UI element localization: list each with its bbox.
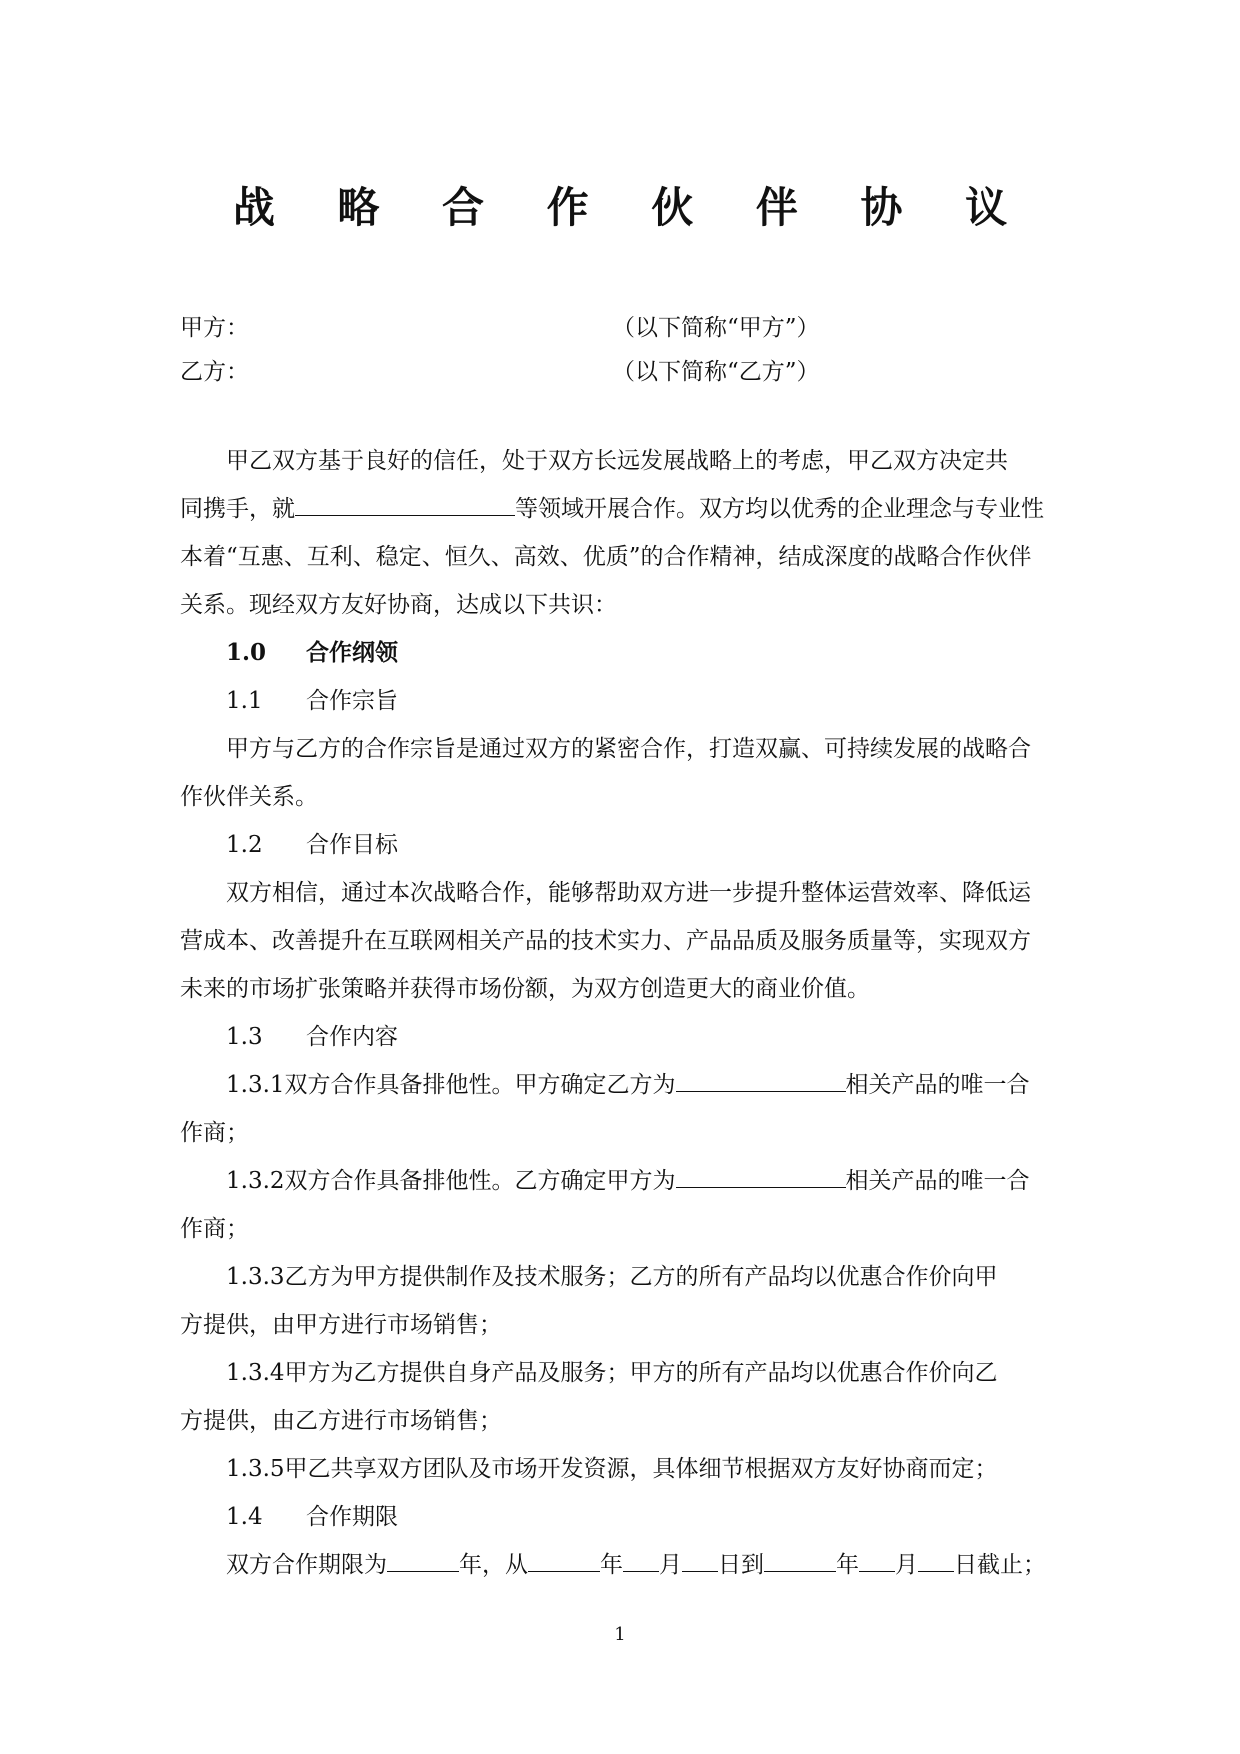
clause-1-3-2-blank[interactable] bbox=[676, 1165, 846, 1188]
section-1-2-heading bbox=[226, 828, 398, 862]
section-1-3-heading bbox=[226, 1020, 398, 1054]
clause-1-3-2-end: 相关产品的唯一合 bbox=[845, 1168, 1030, 1194]
clause-1-3-3: 1.3.3乙方为甲方提供制作及技术服务；乙方的所有产品均以优惠合作价向甲 bbox=[226, 1264, 998, 1290]
section-1-3-number: 1.3 bbox=[226, 1024, 263, 1050]
term-text-2: 年，从 bbox=[459, 1552, 528, 1578]
term-text-1: 双方合作期限为 bbox=[226, 1552, 387, 1578]
term-text-4: 月 bbox=[659, 1552, 682, 1578]
term-years-blank[interactable] bbox=[387, 1549, 459, 1572]
intro-line-2-end: 等领域开展合作。双方均以优秀的企业理念与专业性 bbox=[515, 496, 1044, 522]
page-number: 1 bbox=[614, 1624, 626, 1645]
section-1-0-heading bbox=[226, 636, 398, 670]
term-text-6: 年 bbox=[836, 1552, 859, 1578]
clause-1-3-1 bbox=[226, 1068, 1030, 1102]
section-1-1-title: 合作宗旨 bbox=[306, 688, 398, 714]
party-b-label: 乙方： bbox=[180, 359, 249, 385]
section-1-0-title: 合作纲领 bbox=[306, 639, 398, 666]
section-1-2-line-3: 未来的市场扩张策略并获得市场份额，为双方创造更大的商业价值。 bbox=[180, 976, 870, 1002]
section-1-1-number: 1.1 bbox=[226, 688, 263, 714]
section-1-2-title: 合作目标 bbox=[306, 832, 398, 858]
section-1-1-line-1: 甲方与乙方的合作宗旨是通过双方的紧密合作，打造双赢、可持续发展的战略合 bbox=[226, 736, 1031, 762]
term-line bbox=[226, 1548, 1046, 1582]
party-b-note: （以下简称“乙方”） bbox=[612, 359, 820, 385]
clause-1-3-3-cont: 方提供，由甲方进行市场销售； bbox=[180, 1312, 502, 1338]
clause-1-3-2-cont: 作商； bbox=[180, 1216, 249, 1242]
clause-1-3-4-cont: 方提供，由乙方进行市场销售； bbox=[180, 1408, 502, 1434]
start-year-blank[interactable] bbox=[528, 1549, 600, 1572]
section-1-4-title: 合作期限 bbox=[306, 1504, 398, 1530]
section-1-4-heading bbox=[226, 1500, 398, 1534]
end-year-blank[interactable] bbox=[764, 1549, 836, 1572]
term-text-8: 日截止； bbox=[954, 1552, 1046, 1578]
intro-line-1: 甲乙双方基于良好的信任，处于双方长远发展战略上的考虑，甲乙双方决定共 bbox=[226, 448, 1008, 474]
start-day-blank[interactable] bbox=[682, 1549, 718, 1572]
section-1-2-line-2: 营成本、改善提升在互联网相关产品的技术实力、产品品质及服务质量等，实现双方 bbox=[180, 928, 1031, 954]
section-1-2-line-1: 双方相信，通过本次战略合作，能够帮助双方进一步提升整体运营效率、降低运 bbox=[226, 880, 1031, 906]
start-month-blank[interactable] bbox=[623, 1549, 659, 1572]
end-month-blank[interactable] bbox=[859, 1549, 895, 1572]
intro-line-4: 关系。现经双方友好协商，达成以下共识： bbox=[180, 592, 617, 618]
clause-1-3-1-cont: 作商； bbox=[180, 1120, 249, 1146]
term-text-7: 月 bbox=[895, 1552, 918, 1578]
section-1-2-number: 1.2 bbox=[226, 832, 263, 858]
section-1-4-number: 1.4 bbox=[226, 1504, 263, 1530]
clause-1-3-1-end: 相关产品的唯一合 bbox=[845, 1072, 1030, 1098]
clause-1-3-4: 1.3.4甲方为乙方提供自身产品及服务；甲方的所有产品均以优惠合作价向乙 bbox=[226, 1360, 998, 1386]
section-1-3-title: 合作内容 bbox=[306, 1024, 398, 1050]
clause-1-3-2-start: 1.3.2双方合作具备排他性。乙方确定甲方为 bbox=[226, 1168, 676, 1194]
end-day-blank[interactable] bbox=[918, 1549, 954, 1572]
party-a-note: （以下简称“甲方”） bbox=[612, 315, 820, 341]
term-text-5: 日到 bbox=[718, 1552, 764, 1578]
intro-line-3: 本着“互惠、互利、稳定、恒久、高效、优质”的合作精神，结成深度的战略合作伙伴 bbox=[180, 544, 1032, 570]
section-1-1-heading bbox=[226, 684, 398, 718]
clause-1-3-5: 1.3.5甲乙共享双方团队及市场开发资源，具体细节根据双方友好协商而定； bbox=[226, 1456, 998, 1482]
intro-line-2-start: 同携手，就 bbox=[180, 496, 295, 522]
party-a-label: 甲方： bbox=[180, 315, 249, 341]
clause-1-3-1-start: 1.3.1双方合作具备排他性。甲方确定乙方为 bbox=[226, 1072, 676, 1098]
clause-1-3-1-blank[interactable] bbox=[676, 1069, 846, 1092]
term-text-3: 年 bbox=[600, 1552, 623, 1578]
document-title: 战 略 合 作 伙 伴 协 议 bbox=[232, 183, 1032, 232]
section-1-0-number: 1.0 bbox=[226, 639, 267, 666]
intro-line-2 bbox=[180, 492, 1044, 526]
clause-1-3-2 bbox=[226, 1164, 1030, 1198]
cooperation-field-blank[interactable] bbox=[295, 493, 515, 516]
section-1-1-line-2: 作伙伴关系。 bbox=[180, 784, 318, 810]
